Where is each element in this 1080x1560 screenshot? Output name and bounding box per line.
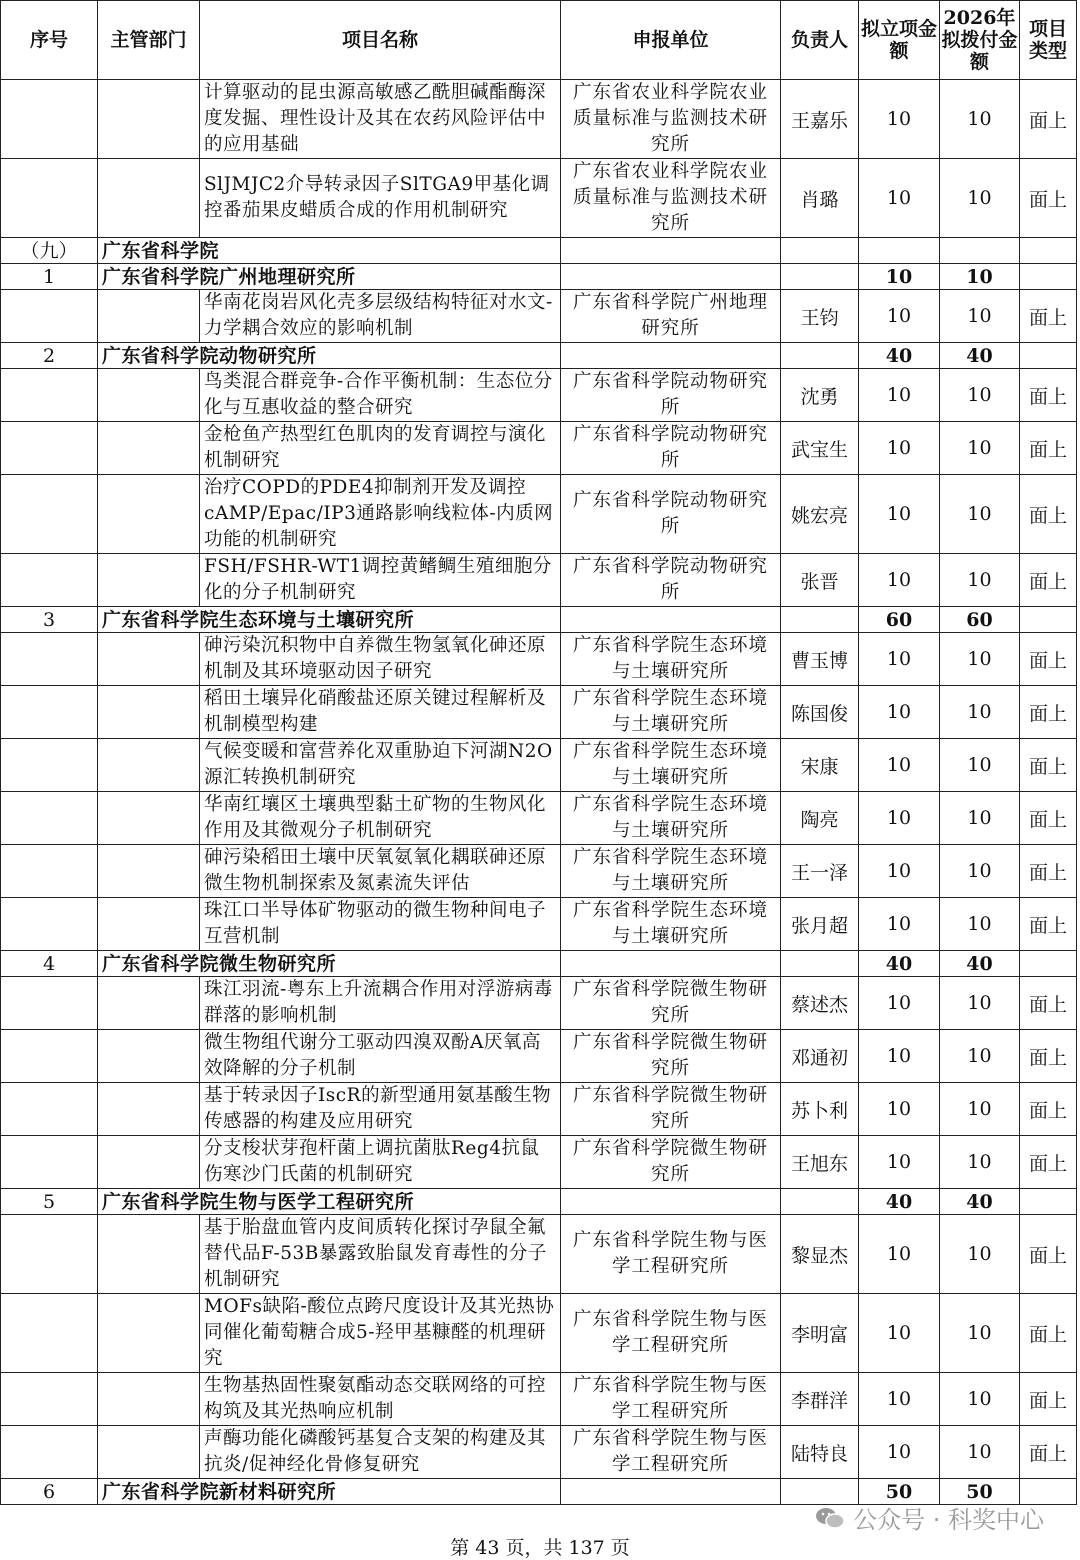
seq-cell — [1, 159, 98, 238]
dept-cell — [98, 1030, 200, 1083]
empty-cell — [1020, 343, 1077, 369]
applicant-unit-cell: 广东省农业科学院农业质量标准与监测技术研究所 — [561, 80, 781, 159]
type-cell: 面上 — [1020, 792, 1077, 845]
amount-cell: 10 — [859, 1294, 940, 1373]
project-name-cell: 金枪鱼产热型红色肌肉的发育调控与演化机制研究 — [200, 422, 561, 475]
dept-cell — [98, 369, 200, 422]
dept-cell — [98, 80, 200, 159]
project-name-cell: FSH/FSHR-WT1调控黄鳍鲷生殖细胞分化的分子机制研究 — [200, 554, 561, 607]
dept-cell — [98, 1294, 200, 1373]
group-number: 5 — [1, 1189, 98, 1215]
person-cell: 肖璐 — [781, 159, 859, 238]
table-row — [1, 792, 1077, 845]
applicant-unit-cell: 广东省科学院生态环境与土壤研究所 — [561, 633, 781, 686]
payment-cell: 10 — [940, 633, 1020, 686]
applicant-unit-cell: 广东省科学院生态环境与土壤研究所 — [561, 739, 781, 792]
person-cell: 沈勇 — [781, 369, 859, 422]
empty-cell — [781, 343, 859, 369]
empty-cell — [1020, 1189, 1077, 1215]
table-row — [1, 554, 1077, 607]
payment-cell: 10 — [940, 475, 1020, 554]
empty-cell — [561, 951, 781, 977]
group-number: 3 — [1, 607, 98, 633]
dept-cell — [98, 739, 200, 792]
dept-cell — [98, 977, 200, 1030]
amount-cell: 10 — [859, 1215, 940, 1294]
payment-cell: 10 — [940, 1294, 1020, 1373]
empty-cell — [1020, 238, 1077, 264]
section-number: （九） — [1, 238, 98, 264]
applicant-unit-cell: 广东省科学院微生物研究所 — [561, 1136, 781, 1189]
table-row — [1, 80, 1077, 159]
empty-cell — [781, 264, 859, 290]
type-cell: 面上 — [1020, 686, 1077, 739]
person-cell: 王嘉乐 — [781, 80, 859, 159]
payment-cell: 10 — [940, 1030, 1020, 1083]
person-cell: 张晋 — [781, 554, 859, 607]
table-row — [1, 1083, 1077, 1136]
empty-cell — [859, 238, 940, 264]
project-name-cell: 基于转录因子IscR的新型通用氨基酸生物传感器的构建及应用研究 — [200, 1083, 561, 1136]
dept-cell — [98, 1426, 200, 1479]
amount-cell: 10 — [859, 898, 940, 951]
applicant-unit-cell: 广东省科学院动物研究所 — [561, 369, 781, 422]
amount-cell: 10 — [859, 1426, 940, 1479]
type-cell: 面上 — [1020, 1294, 1077, 1373]
table-row — [1, 977, 1077, 1030]
table-row — [1, 898, 1077, 951]
empty-cell — [781, 607, 859, 633]
table-row — [1, 1373, 1077, 1426]
project-name-cell: 珠江羽流-粤东上升流耦合作用对浮游病毒群落的影响机制 — [200, 977, 561, 1030]
amount-cell: 10 — [859, 369, 940, 422]
table-row — [1, 1136, 1077, 1189]
applicant-unit-cell: 广东省科学院生物与医学工程研究所 — [561, 1215, 781, 1294]
amount-cell: 10 — [859, 1030, 940, 1083]
seq-cell — [1, 1083, 98, 1136]
person-cell: 宋康 — [781, 739, 859, 792]
person-cell: 蔡述杰 — [781, 977, 859, 1030]
amount-cell: 10 — [859, 1136, 940, 1189]
type-cell: 面上 — [1020, 475, 1077, 554]
seq-cell — [1, 290, 98, 343]
table-row — [1, 159, 1077, 238]
seq-cell — [1, 1215, 98, 1294]
amount-cell: 10 — [859, 80, 940, 159]
empty-cell — [1020, 607, 1077, 633]
type-cell: 面上 — [1020, 1373, 1077, 1426]
applicant-unit-cell: 广东省科学院微生物研究所 — [561, 1083, 781, 1136]
amount-cell: 10 — [859, 792, 940, 845]
payment-cell: 10 — [940, 369, 1020, 422]
group-number: 2 — [1, 343, 98, 369]
seq-cell — [1, 369, 98, 422]
group-number: 1 — [1, 264, 98, 290]
group-row — [1, 607, 1077, 633]
payment-cell: 10 — [940, 1426, 1020, 1479]
amount-cell: 10 — [859, 977, 940, 1030]
project-name-cell: 鸟类混合群竞争-合作平衡机制：生态位分化与互惠收益的整合研究 — [200, 369, 561, 422]
table-row — [1, 1030, 1077, 1083]
applicant-unit-cell: 广东省科学院动物研究所 — [561, 422, 781, 475]
type-cell: 面上 — [1020, 1030, 1077, 1083]
type-cell: 面上 — [1020, 1215, 1077, 1294]
table-row — [1, 475, 1077, 554]
seq-cell — [1, 80, 98, 159]
applicant-unit-cell: 广东省科学院生物与医学工程研究所 — [561, 1426, 781, 1479]
group-amount: 40 — [859, 343, 940, 369]
project-name-cell: 治疗COPD的PDE4抑制剂开发及调控cAMP/Epac/IP3通路影响线粒体-内质网功能的机制研究 — [200, 475, 561, 554]
dept-cell — [98, 554, 200, 607]
payment-cell: 10 — [940, 290, 1020, 343]
seq-cell — [1, 1030, 98, 1083]
dept-cell — [98, 1083, 200, 1136]
group-name: 广东省科学院新材料研究所 — [98, 1479, 561, 1505]
table-row — [1, 290, 1077, 343]
amount-cell: 10 — [859, 1373, 940, 1426]
dept-cell — [98, 475, 200, 554]
section-name: 广东省科学院 — [98, 238, 561, 264]
payment-cell: 10 — [940, 1083, 1020, 1136]
person-cell: 武宝生 — [781, 422, 859, 475]
person-cell: 王旭东 — [781, 1136, 859, 1189]
table-row — [1, 1215, 1077, 1294]
applicant-unit-cell: 广东省科学院生态环境与土壤研究所 — [561, 792, 781, 845]
table-row — [1, 739, 1077, 792]
project-name-cell: 计算驱动的昆虫源高敏感乙酰胆碱酯酶深度发掘、理性设计及其在农药风险评估中的应用基础 — [200, 80, 561, 159]
seq-cell — [1, 686, 98, 739]
dept-cell — [98, 686, 200, 739]
empty-cell — [1020, 951, 1077, 977]
type-cell: 面上 — [1020, 845, 1077, 898]
person-cell: 姚宏亮 — [781, 475, 859, 554]
seq-cell — [1, 1373, 98, 1426]
empty-cell — [561, 1479, 781, 1505]
project-name-cell: 华南花岗岩风化壳多层级结构特征对水文-力学耦合效应的影响机制 — [200, 290, 561, 343]
header-cell: 项目类型 — [1020, 1, 1077, 80]
section-row — [1, 238, 1077, 264]
group-row — [1, 264, 1077, 290]
seq-cell — [1, 554, 98, 607]
group-name: 广东省科学院微生物研究所 — [98, 951, 561, 977]
seq-cell — [1, 792, 98, 845]
group-number: 6 — [1, 1479, 98, 1505]
payment-cell: 10 — [940, 1373, 1020, 1426]
group-row — [1, 1189, 1077, 1215]
project-name-cell: 珠江口半导体矿物驱动的微生物种间电子互营机制 — [200, 898, 561, 951]
person-cell: 李群洋 — [781, 1373, 859, 1426]
type-cell: 面上 — [1020, 80, 1077, 159]
empty-cell — [561, 264, 781, 290]
person-cell: 陆特良 — [781, 1426, 859, 1479]
group-number: 4 — [1, 951, 98, 977]
applicant-unit-cell: 广东省科学院生物与医学工程研究所 — [561, 1373, 781, 1426]
amount-cell: 10 — [859, 686, 940, 739]
payment-cell: 10 — [940, 845, 1020, 898]
empty-cell — [561, 343, 781, 369]
project-name-cell: 声酶功能化磷酸钙基复合支架的构建及其抗炎/促神经化骨修复研究 — [200, 1426, 561, 1479]
amount-cell: 10 — [859, 475, 940, 554]
payment-cell: 10 — [940, 159, 1020, 238]
type-cell: 面上 — [1020, 159, 1077, 238]
group-payment: 50 — [940, 1479, 1020, 1505]
person-cell: 邓通初 — [781, 1030, 859, 1083]
group-payment: 40 — [940, 1189, 1020, 1215]
dept-cell — [98, 792, 200, 845]
seq-cell — [1, 739, 98, 792]
amount-cell: 10 — [859, 845, 940, 898]
payment-cell: 10 — [940, 977, 1020, 1030]
group-payment: 60 — [940, 607, 1020, 633]
empty-cell — [561, 238, 781, 264]
payment-cell: 10 — [940, 739, 1020, 792]
header-cell: 申报单位 — [561, 1, 781, 80]
group-payment: 40 — [940, 343, 1020, 369]
project-name-cell: 分支梭状芽孢杆菌上调抗菌肽Reg4抗鼠伤寒沙门氏菌的机制研究 — [200, 1136, 561, 1189]
watermark — [815, 1500, 1044, 1535]
payment-cell: 10 — [940, 1215, 1020, 1294]
type-cell: 面上 — [1020, 290, 1077, 343]
amount-cell: 10 — [859, 554, 940, 607]
person-cell: 陶亮 — [781, 792, 859, 845]
group-amount: 10 — [859, 264, 940, 290]
seq-cell — [1, 1136, 98, 1189]
empty-cell — [561, 1189, 781, 1215]
type-cell: 面上 — [1020, 1426, 1077, 1479]
project-name-cell: 气候变暖和富营养化双重胁迫下河湖N2O源汇转换机制研究 — [200, 739, 561, 792]
person-cell: 陈国俊 — [781, 686, 859, 739]
table-row — [1, 1294, 1077, 1373]
person-cell: 李明富 — [781, 1294, 859, 1373]
group-row — [1, 343, 1077, 369]
dept-cell — [98, 845, 200, 898]
dept-cell — [98, 1136, 200, 1189]
table-row — [1, 422, 1077, 475]
type-cell: 面上 — [1020, 898, 1077, 951]
person-cell: 王钧 — [781, 290, 859, 343]
header-row — [1, 1, 1077, 80]
seq-cell — [1, 475, 98, 554]
applicant-unit-cell: 广东省科学院微生物研究所 — [561, 977, 781, 1030]
dept-cell — [98, 898, 200, 951]
type-cell: 面上 — [1020, 554, 1077, 607]
amount-cell: 10 — [859, 739, 940, 792]
project-name-cell: 砷污染稻田土壤中厌氧氨氧化耦联砷还原微生物机制探索及氮素流失评估 — [200, 845, 561, 898]
applicant-unit-cell: 广东省科学院微生物研究所 — [561, 1030, 781, 1083]
payment-cell: 10 — [940, 554, 1020, 607]
payment-cell: 10 — [940, 792, 1020, 845]
table-row — [1, 633, 1077, 686]
person-cell: 张月超 — [781, 898, 859, 951]
seq-cell — [1, 1426, 98, 1479]
table-row — [1, 845, 1077, 898]
applicant-unit-cell: 广东省科学院广州地理研究所 — [561, 290, 781, 343]
group-amount: 60 — [859, 607, 940, 633]
payment-cell: 10 — [940, 898, 1020, 951]
group-name: 广东省科学院生物与医学工程研究所 — [98, 1189, 561, 1215]
type-cell: 面上 — [1020, 1083, 1077, 1136]
group-row — [1, 951, 1077, 977]
empty-cell — [781, 1189, 859, 1215]
seq-cell — [1, 898, 98, 951]
header-cell: 负责人 — [781, 1, 859, 80]
header-cell: 项目名称 — [200, 1, 561, 80]
applicant-unit-cell: 广东省科学院生态环境与土壤研究所 — [561, 845, 781, 898]
project-name-cell: SlJMJC2介导转录因子SlTGA9甲基化调控番茄果皮蜡质合成的作用机制研究 — [200, 159, 561, 238]
type-cell: 面上 — [1020, 977, 1077, 1030]
seq-cell — [1, 1294, 98, 1373]
project-name-cell: 基于胎盘血管内皮间质转化探讨孕鼠全氟替代品F-53B暴露致胎鼠发育毒性的分子机制研究 — [200, 1215, 561, 1294]
project-name-cell: 砷污染沉积物中自养微生物氢氧化砷还原机制及其环境驱动因子研究 — [200, 633, 561, 686]
group-name: 广东省科学院动物研究所 — [98, 343, 561, 369]
applicant-unit-cell: 广东省科学院生态环境与土壤研究所 — [561, 898, 781, 951]
group-amount: 40 — [859, 951, 940, 977]
applicant-unit-cell: 广东省农业科学院农业质量标准与监测技术研究所 — [561, 159, 781, 238]
header-cell: 主管部门 — [98, 1, 200, 80]
group-amount: 50 — [859, 1479, 940, 1505]
seq-cell — [1, 633, 98, 686]
applicant-unit-cell: 广东省科学院生态环境与土壤研究所 — [561, 686, 781, 739]
group-payment: 40 — [940, 951, 1020, 977]
project-name-cell: MOFs缺陷-酸位点跨尺度设计及其光热协同催化葡萄糖合成5-羟甲基糠醛的机理研究 — [200, 1294, 561, 1373]
amount-cell: 10 — [859, 1083, 940, 1136]
empty-cell — [781, 238, 859, 264]
group-payment: 10 — [940, 264, 1020, 290]
table-row — [1, 1426, 1077, 1479]
header-cell: 序号 — [1, 1, 98, 80]
project-name-cell: 华南红壤区土壤典型黏土矿物的生物风化作用及其微观分子机制研究 — [200, 792, 561, 845]
seq-cell — [1, 422, 98, 475]
project-name-cell: 稻田土壤异化硝酸盐还原关键过程解析及机制模型构建 — [200, 686, 561, 739]
payment-cell: 10 — [940, 80, 1020, 159]
group-name: 广东省科学院广州地理研究所 — [98, 264, 561, 290]
dept-cell — [98, 290, 200, 343]
person-cell: 曹玉博 — [781, 633, 859, 686]
project-name-cell: 生物基热固性聚氨酯动态交联网络的可控构筑及其光热响应机制 — [200, 1373, 561, 1426]
dept-cell — [98, 633, 200, 686]
amount-cell: 10 — [859, 422, 940, 475]
table-row — [1, 369, 1077, 422]
group-name: 广东省科学院生态环境与土壤研究所 — [98, 607, 561, 633]
amount-cell: 10 — [859, 159, 940, 238]
header-cell: 拟立项金额 — [859, 1, 940, 80]
type-cell: 面上 — [1020, 633, 1077, 686]
dept-cell — [98, 159, 200, 238]
amount-cell: 10 — [859, 290, 940, 343]
payment-cell: 10 — [940, 1136, 1020, 1189]
group-amount: 40 — [859, 1189, 940, 1215]
dept-cell — [98, 422, 200, 475]
wechat-icon — [815, 1506, 845, 1530]
empty-cell — [781, 951, 859, 977]
dept-cell — [98, 1373, 200, 1426]
applicant-unit-cell: 广东省科学院动物研究所 — [561, 475, 781, 554]
empty-cell — [561, 607, 781, 633]
payment-cell: 10 — [940, 422, 1020, 475]
applicant-unit-cell: 广东省科学院动物研究所 — [561, 554, 781, 607]
watermark-text: 公众号 · 科奖中心 — [853, 1506, 1044, 1534]
type-cell: 面上 — [1020, 369, 1077, 422]
project-name-cell: 微生物组代谢分工驱动四溴双酚A厌氧高效降解的分子机制 — [200, 1030, 561, 1083]
person-cell: 苏卜利 — [781, 1083, 859, 1136]
table-row — [1, 686, 1077, 739]
applicant-unit-cell: 广东省科学院生物与医学工程研究所 — [561, 1294, 781, 1373]
amount-cell: 10 — [859, 633, 940, 686]
seq-cell — [1, 845, 98, 898]
empty-cell — [940, 238, 1020, 264]
person-cell: 黎显杰 — [781, 1215, 859, 1294]
type-cell: 面上 — [1020, 422, 1077, 475]
payment-cell: 10 — [940, 686, 1020, 739]
header-cell: 2026年拟拨付金额 — [940, 1, 1020, 80]
page-footer: 第 43 页，共 137 页 — [450, 1537, 630, 1559]
seq-cell — [1, 977, 98, 1030]
empty-cell — [1020, 264, 1077, 290]
type-cell: 面上 — [1020, 739, 1077, 792]
person-cell: 王一泽 — [781, 845, 859, 898]
type-cell: 面上 — [1020, 1136, 1077, 1189]
dept-cell — [98, 1215, 200, 1294]
